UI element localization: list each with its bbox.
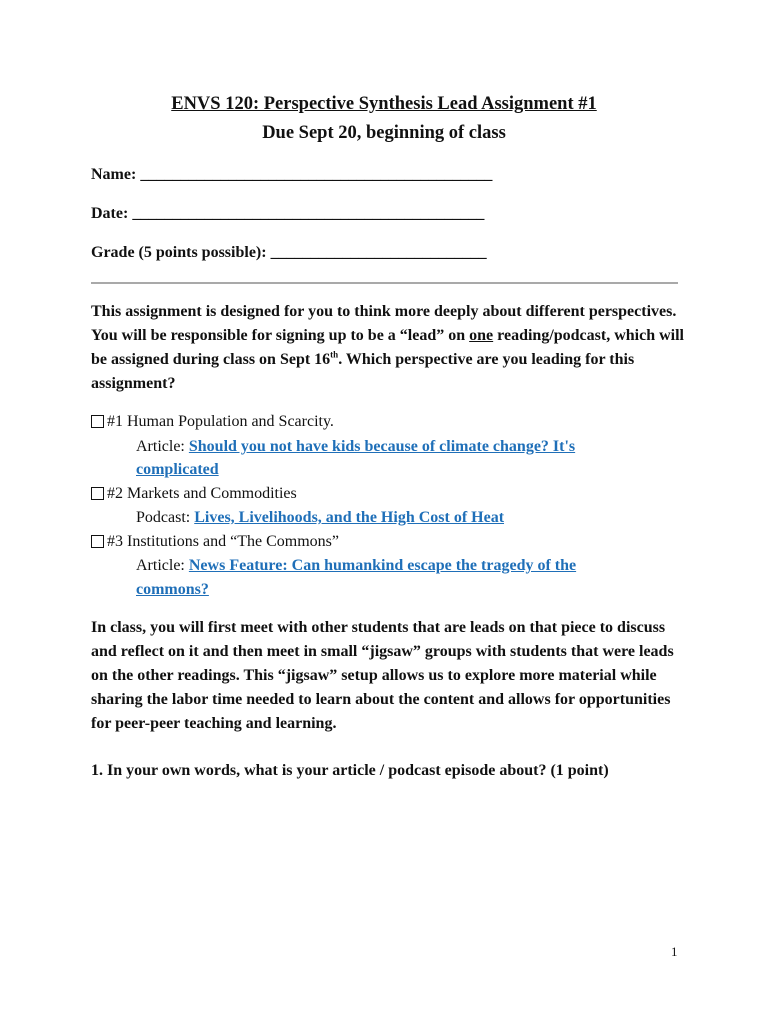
intro-paragraph: [91, 300, 691, 396]
intro-superscript: th: [330, 349, 339, 360]
option-3-link-cont[interactable]: commons?: [136, 581, 209, 598]
date-field[interactable]: Date: ____________________________________________: [91, 205, 485, 222]
option-2-link[interactable]: Lives, Livelihoods, and the High Cost of Heat: [194, 509, 505, 526]
intro-text-1: This assignment is designed for you to think more deeply about different perspectives. You will be responsible for signing up to be a “lead” on: [91, 303, 677, 344]
option-3-source: [136, 554, 576, 578]
option-3-source-cont: [136, 578, 209, 602]
checkbox-option-1[interactable]: [91, 415, 104, 428]
checkbox-option-3[interactable]: [91, 535, 104, 548]
checkbox-option-2[interactable]: [91, 487, 104, 500]
jigsaw-paragraph: In class, you will first meet with other students that are leads on that piece to discuss and reflect on it and then meet in small “jigsaw” groups with students that were leads on the other readings. This “jigsaw” setup allows us to explore more material while sharing the labor time needed to learn about the content and allows for opportunities for peer-peer teaching and learning.: [91, 619, 674, 732]
option-1-label: #1 Human Population and Scarcity.: [107, 413, 334, 430]
option-2-type: Podcast:: [136, 509, 195, 526]
option-3: [91, 530, 339, 554]
intro-emphasis: one: [469, 327, 494, 344]
option-2-source: [136, 506, 504, 530]
question-1: 1. In your own words, what is your article / podcast episode about? (1 point): [91, 762, 609, 779]
grade-field[interactable]: Grade (5 points possible): ___________________________: [91, 244, 487, 261]
option-1-source-cont: [136, 458, 219, 482]
intro-text-2: reading/podcast, which will be assigned during class on Sept 16: [91, 327, 684, 368]
option-2-label: #2 Markets and Commodities: [107, 485, 297, 502]
option-3-label: #3 Institutions and “The Commons”: [107, 533, 339, 550]
assignment-title-text: ENVS 120: Perspective Synthesis Lead Assignment #1: [171, 94, 597, 114]
option-3-type: Article:: [136, 557, 189, 574]
name-field[interactable]: Name: ____________________________________________: [91, 166, 493, 183]
option-1-link[interactable]: Should you not have kids because of climate change? It's: [188, 438, 576, 455]
intro-text-3: . Which perspective are you leading for this assignment?: [91, 351, 635, 392]
option-1: [91, 410, 334, 434]
option-2: [91, 482, 297, 506]
assignment-title: [0, 94, 768, 115]
page-number: 1: [671, 944, 678, 959]
option-1-type: Article:: [136, 438, 189, 455]
option-3-link[interactable]: News Feature: Can humankind escape the tragedy of the: [188, 557, 577, 574]
divider: [91, 282, 678, 284]
option-1-source: [136, 435, 575, 459]
due-date-line: Due Sept 20, beginning of class: [262, 123, 506, 143]
option-1-link-cont[interactable]: complicated: [136, 461, 219, 478]
